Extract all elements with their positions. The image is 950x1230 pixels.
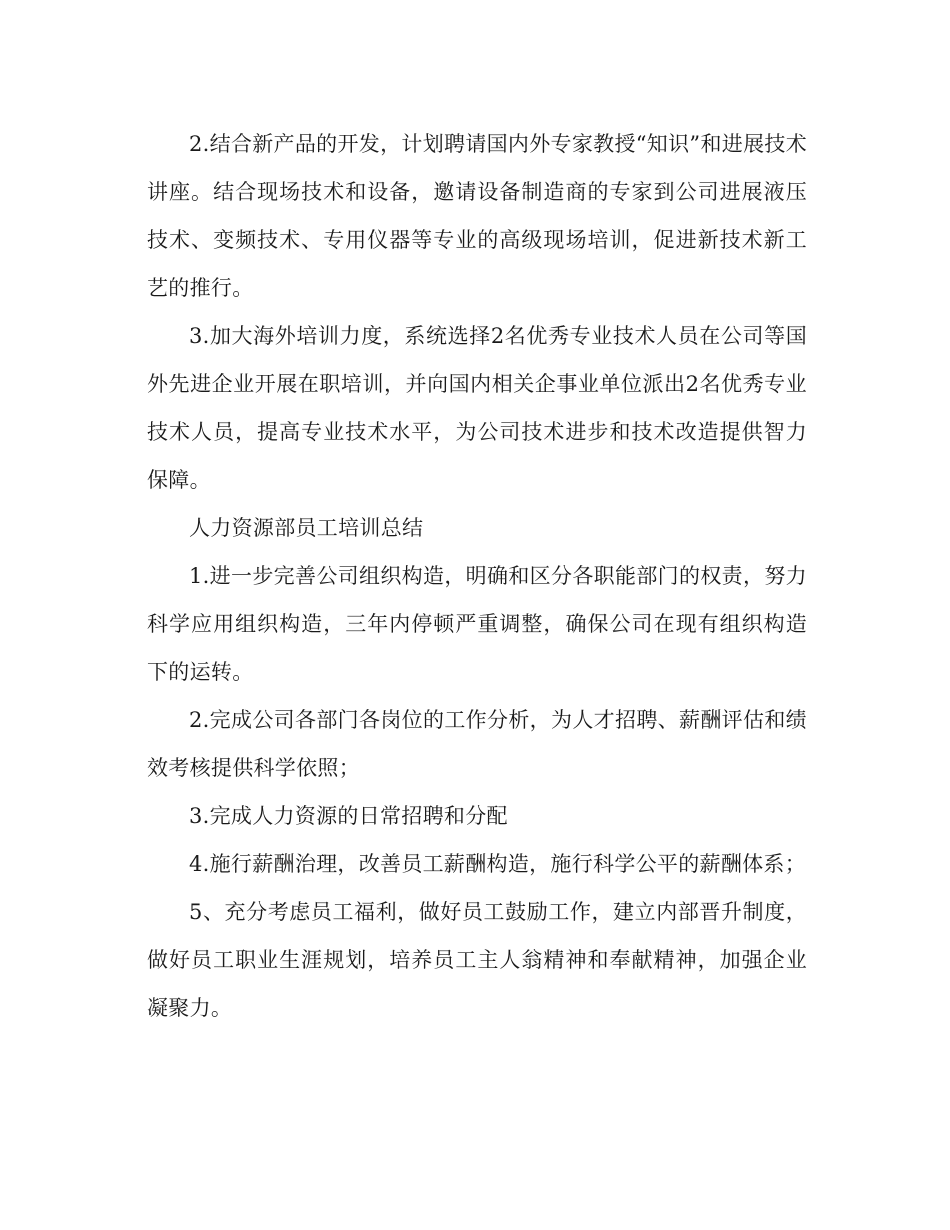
paragraph-employee-welfare: 5、充分考虑员工福利，做好员工鼓励工作，建立内部晋升制度，做好员工职业生涯规划，培养员工主人翁精神和奉献精神，加强企业凝聚力。 xyxy=(147,900,807,1020)
paragraph-organization-structure: 1.进一步完善公司组织构造，明确和区分各职能部门的权责，努力科学应用组织构造，三年内停顿严重调整，确保公司在现有组织构造下的运转。 xyxy=(147,564,807,684)
section-heading-hr-training-summary: 人力资源部员工培训总结 xyxy=(189,516,424,540)
paragraph-compensation: 4.施行薪酬治理，改善员工薪酬构造，施行科学公平的薪酬体系； xyxy=(189,852,807,876)
paragraph-recruitment: 3.完成人力资源的日常招聘和分配 xyxy=(189,804,508,828)
paragraph-overseas-training: 3.加大海外培训力度，系统选择2名优秀专业技术人员在公司等国外先进企业开展在职培训，并向国内相关企事业单位派出2名优秀专业技术人员，提高专业技术水平，为公司技术进步和技术改造提供智力保障。 xyxy=(147,324,807,492)
paragraph-training-expert-lectures: 2.结合新产品的开发，计划聘请国内外专家教授“知识”和进展技术讲座。结合现场技术和设备，邀请设备制造商的专家到公司进展液压技术、变频技术、专用仪器等专业的高级现场培训，促进新技术新工艺的推行。 xyxy=(147,132,807,300)
paragraph-job-analysis: 2.完成公司各部门各岗位的工作分析，为人才招聘、薪酬评估和绩效考核提供科学依照； xyxy=(147,708,807,780)
